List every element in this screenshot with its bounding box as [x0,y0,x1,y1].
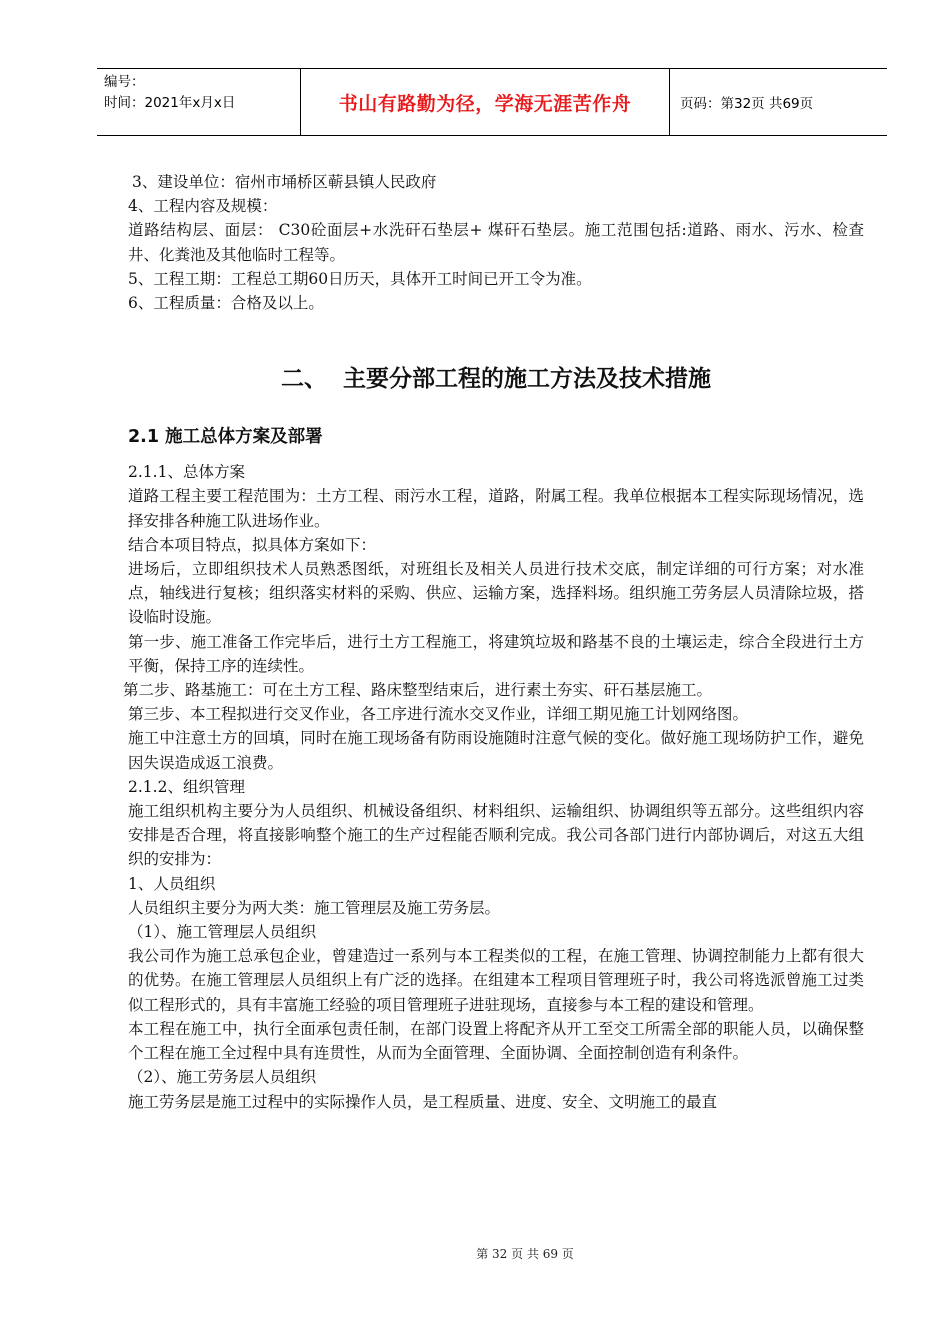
header-motto: 书山有路勤为径，学海无涯苦作舟 [300,69,670,135]
paragraph: 1、人员组织 [128,874,216,893]
paragraph: 本工程在施工中，执行全面承包责任制，在部门设置上将配齐从开工至交工所需全部的职能人员，以确保整个工程在施工全过程中具有连贯性，从而为全面管理、全面协调、全面控制创造有利条件。 [128,1019,864,1063]
paragraph: 道路工程主要工程范围为：土方工程、雨污水工程，道路，附属工程。我单位根据本工程实际现场情况，选择安排各种施工队进场作业。 [128,487,864,530]
page-header [97,68,887,136]
code-label: 编号： [104,74,145,90]
paragraph: 2.1.1、总体方案 [128,463,245,482]
paragraph: 人员组织主要分为两大类：施工管理层及施工劳务层。 [128,898,501,917]
paragraph: 2.1.2、组织管理 [128,777,245,796]
section1-item: 道路结构层、面层： C30砼面层+水洗矸石垫层+ 煤矸石垫层。施工范围包括:道路、雨水、污水、检查井、化粪池及其他临时工程等。 [128,221,864,264]
chapter-title: 二、 主要分部工程的施工方法及技术措施 [280,366,711,393]
paragraph: （1）、施工管理层人员组织 [128,923,317,942]
paragraph: 施工中注意土方的回填，同时在施工现场备有防雨设施随时注意气候的变化。做好施工现场防护工作，避免因失误造成返工浪费。 [128,729,864,772]
section1-item: 3、建设单位：宿州市埇桥区蕲县镇人民政府 [132,173,437,191]
document-body [123,170,864,1114]
time-label: 时间：2021年x月x日 [104,95,236,111]
section-title: 2.1 施工总体方案及部署 [128,427,323,448]
paragraph: 第三步、本工程拟进行交叉作业，各工序进行流水交叉作业，详细工期见施工计划网络图。 [128,705,749,724]
header-page-label: 页码：第32页 共69页 [680,96,814,112]
paragraph: 进场后，立即组织技术人员熟悉图纸，对班组长及相关人员进行技术交底，制定详细的可行方案；对水准点，轴线进行复核；组织落实材料的采购、供应、运输方案，选择料场。组织施工劳务层人员清除垃圾，搭设临时设施。 [128,560,864,627]
paragraph: 施工劳务层是施工过程中的实际操作人员，是工程质量、进度、安全、文明施工的最直 [128,1092,718,1111]
section1-item: 6、工程质量：合格及以上。 [128,294,324,313]
paragraph: （2）、施工劳务层人员组织 [128,1068,317,1087]
section1-item: 4、工程内容及规模： [128,197,278,216]
paragraph: 结合本项目特点，拟具体方案如下： [128,535,377,554]
paragraph: 第二步、路基施工：可在土方工程、路床整型结束后，进行素土夯实、矸石基层施工。 [123,681,713,700]
header-meta [97,69,300,135]
section1-item: 5、工程工期：工程总工期60日历天，具体开工时间已开工令为准。 [128,269,592,288]
paragraph: 施工组织机构主要分为人员组织、机械设备组织、材料组织、运输组织、协调组织等五部分。这些组织内容安排是否合理，将直接影响整个施工的生产过程能否顺利完成。我公司各部门进行内部协调后，对这五大组织的安排为： [128,802,864,869]
page-footer: 第 32 页 共 69 页 [476,1247,574,1261]
paragraph: 第一步、施工准备工作完毕后，进行土方工程施工，将建筑垃圾和路基不良的土壤运走，综合全段进行土方平衡，保持工序的连续性。 [128,632,864,675]
paragraph: 我公司作为施工总承包企业，曾建造过一系列与本工程类似的工程，在施工管理、协调控制能力上都有很大的优势。在施工管理层人员组织上有广泛的选择。在组建本工程项目管理班子时，我公司将选派曾施工过类似工程形式的，具有丰富施工经验的项目管理班子进驻现场，直接参与本工程的建设和管理。 [128,947,864,1014]
